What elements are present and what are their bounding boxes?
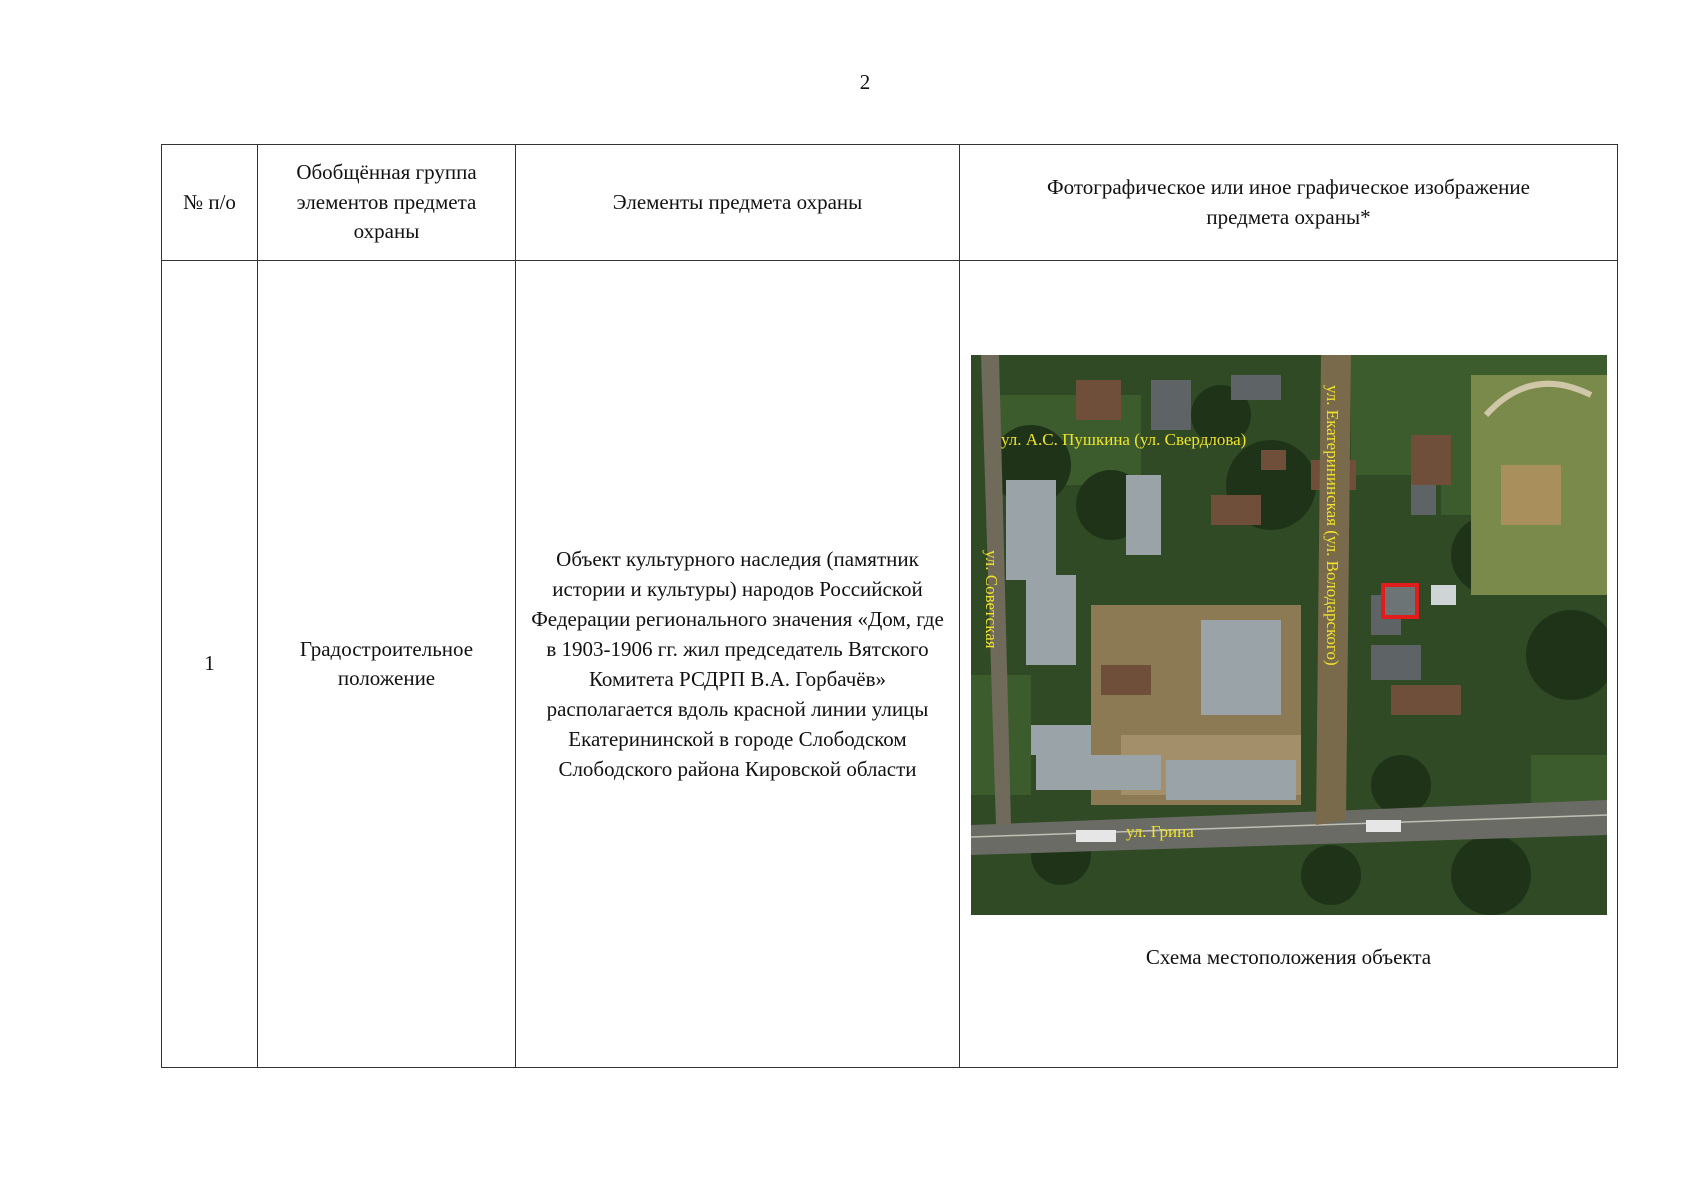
row-number: 1 [162,261,258,1068]
table-row [162,261,1618,1068]
row-group: Градостроительное положение [258,261,516,1068]
satellite-map [971,355,1607,915]
row-image [960,261,1618,1068]
header-image: Фотографическое или иное графическое изображение предмета охраны* [960,145,1618,261]
street-label-sovetskaya: ул. Советская [981,550,1001,649]
header-number: № п/о [162,145,258,261]
header-elements: Элементы предмета охраны [516,145,960,261]
map-caption: Схема местоположения объекта [1145,945,1432,970]
street-label-pushkina: ул. А.С. Пушкина (ул. Свердлова) [1000,430,1246,450]
page-number: 2 [859,70,871,94]
street-label-ekaterininskaya: ул. Екатерининская (ул. Володарского) [1322,385,1342,666]
table-header-row [162,145,1618,261]
row-elements: Объект культурного наследия (памятник истории и культуры) народов Российской Федерации регионального значения «Дом, где в 1903-1906 гг. жил председатель Вятского Комитета РСДРП В.А. Горбачёв» располагается вдоль красной линии улицы Екатерининской в городе Слободском Слободского района Кировской области [516,261,960,1068]
protection-subject-table [161,144,1618,1068]
header-group: Обобщённая группа элементов предмета охраны [258,145,516,261]
street-label-grina: ул. Грина [1125,822,1194,842]
